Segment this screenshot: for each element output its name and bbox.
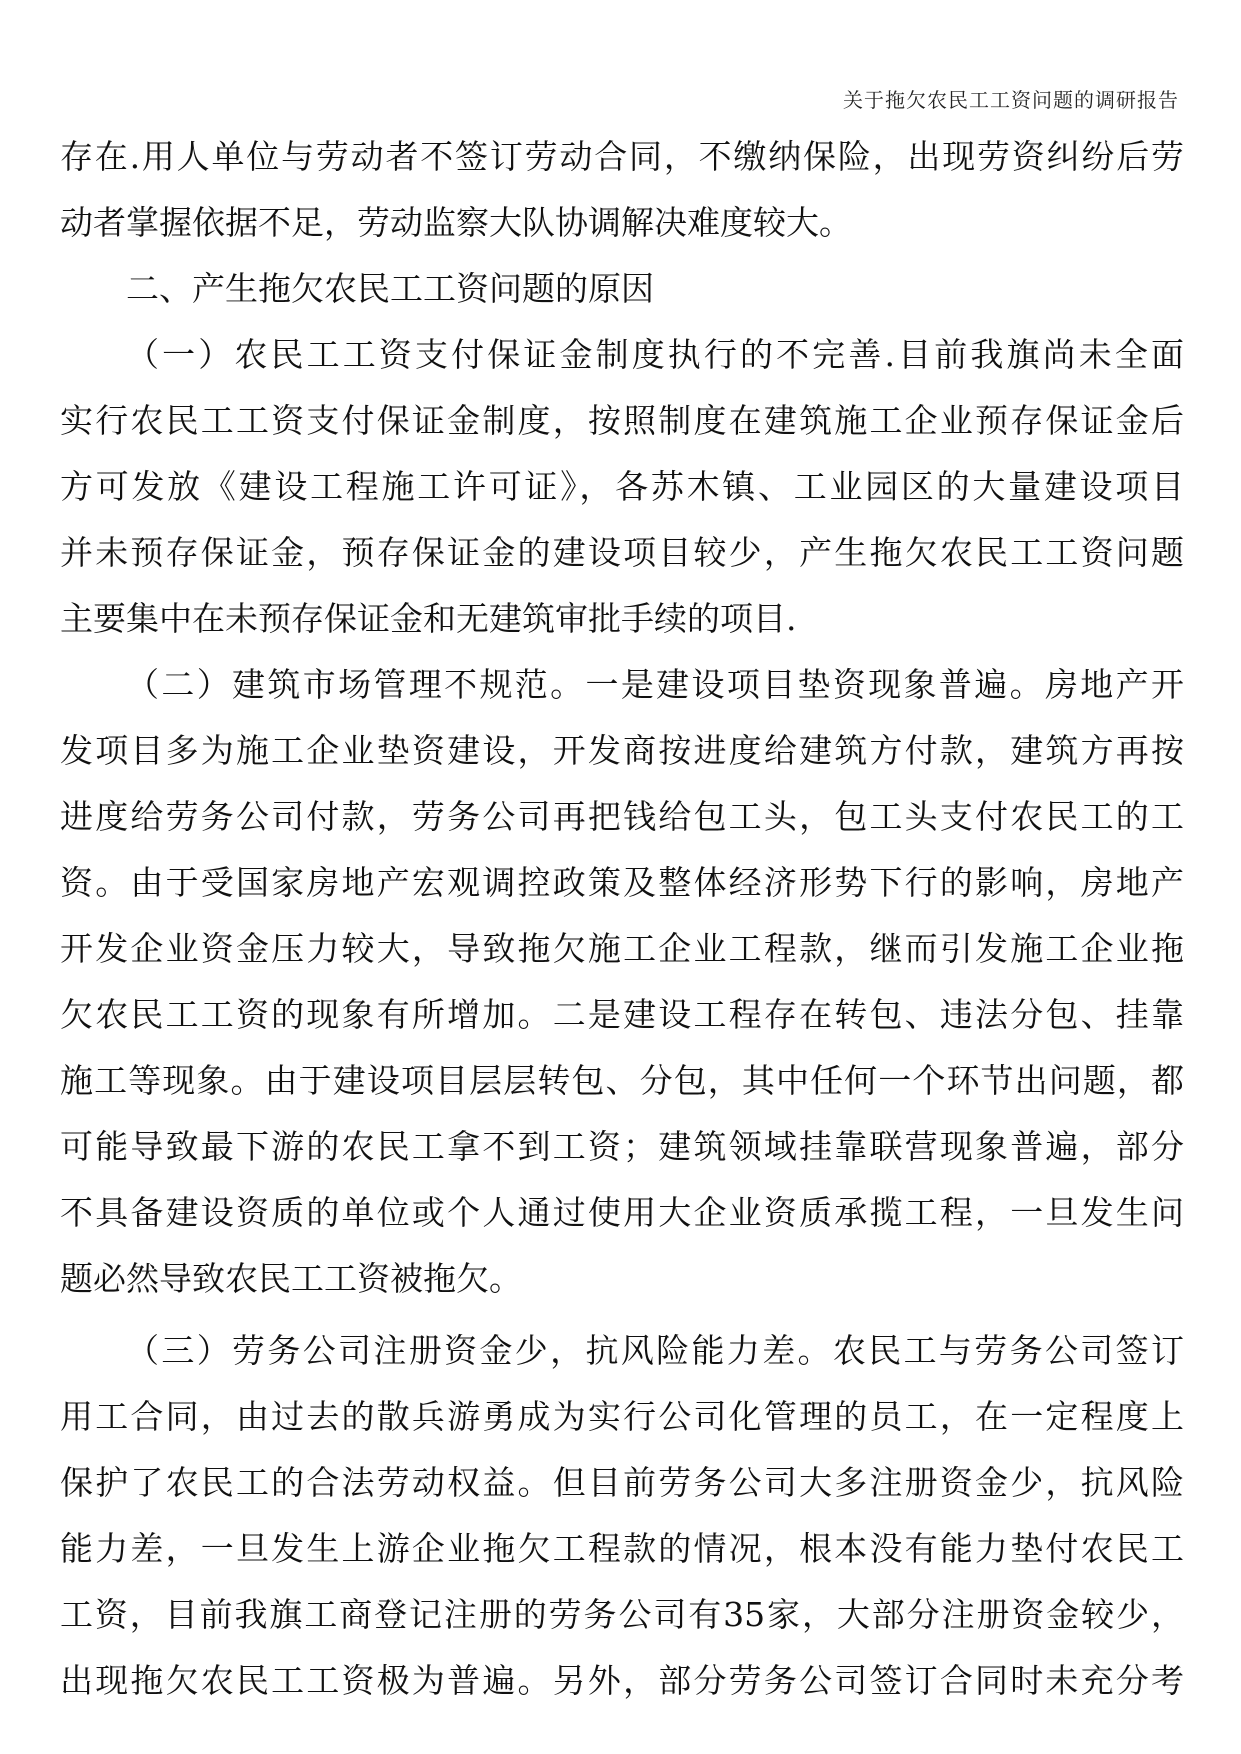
text-line: 开发企业资金压力较大，导致拖欠施工企业工程款，继而引发施工企业拖	[60, 929, 1184, 968]
text-line: （一）农民工工资支付保证金制度执行的不完善.目前我旗尚未全面	[126, 335, 1184, 374]
text-line: 实行农民工工资支付保证金制度，按照制度在建筑施工企业预存保证金后	[60, 401, 1184, 440]
text-line: 用工合同，由过去的散兵游勇成为实行公司化管理的员工，在一定程度上	[60, 1397, 1184, 1436]
text-line: （二）建筑市场管理不规范。一是建设项目垫资现象普遍。房地产开	[126, 665, 1184, 704]
running-header-title: 关于拖欠农民工工资问题的调研报告	[843, 88, 1179, 112]
text-line: 方可发放《建设工程施工许可证》，各苏木镇、工业园区的大量建设项目	[60, 467, 1184, 506]
section-heading: 二、产生拖欠农民工工资问题的原因	[126, 269, 654, 308]
text-line: 不具备建设资质的单位或个人通过使用大企业资质承揽工程，一旦发生问	[60, 1193, 1184, 1232]
text-line: 欠农民工工资的现象有所增加。二是建设工程存在转包、违法分包、挂靠	[60, 995, 1184, 1034]
text-line: 保护了农民工的合法劳动权益。但目前劳务公司大多注册资金少，抗风险	[60, 1463, 1184, 1502]
text-line: 题必然导致农民工工资被拖欠。	[60, 1259, 522, 1298]
text-line: 存在.用人单位与劳动者不签订劳动合同，不缴纳保险，出现劳资纠纷后劳	[60, 137, 1184, 176]
text-line: 施工等现象。由于建设项目层层转包、分包，其中任何一个环节出问题，都	[60, 1061, 1184, 1100]
text-line: 可能导致最下游的农民工拿不到工资；建筑领域挂靠联营现象普遍，部分	[60, 1127, 1184, 1166]
text-line: 出现拖欠农民工工资极为普遍。另外，部分劳务公司签订合同时未充分考	[60, 1661, 1184, 1700]
text-line: 资。由于受国家房地产宏观调控政策及整体经济形势下行的影响，房地产	[60, 863, 1184, 902]
text-line: 能力差，一旦发生上游企业拖欠工程款的情况，根本没有能力垫付农民工	[60, 1529, 1184, 1568]
text-line: 主要集中在未预存保证金和无建筑审批手续的项目.	[60, 599, 797, 638]
text-line: 发项目多为施工企业垫资建设，开发商按进度给建筑方付款，建筑方再按	[60, 731, 1184, 770]
text-line: 动者掌握依据不足，劳动监察大队协调解决难度较大。	[60, 203, 852, 242]
text-line: 工资，目前我旗工商登记注册的劳务公司有35家，大部分注册资金较少，	[60, 1595, 1184, 1634]
text-line: （三）劳务公司注册资金少，抗风险能力差。农民工与劳务公司签订	[126, 1331, 1184, 1370]
text-line: 并未预存保证金，预存保证金的建设项目较少，产生拖欠农民工工资问题	[60, 533, 1184, 572]
document-body	[60, 124, 1184, 1724]
text-line: 进度给劳务公司付款，劳务公司再把钱给包工头，包工头支付农民工的工	[60, 797, 1184, 836]
